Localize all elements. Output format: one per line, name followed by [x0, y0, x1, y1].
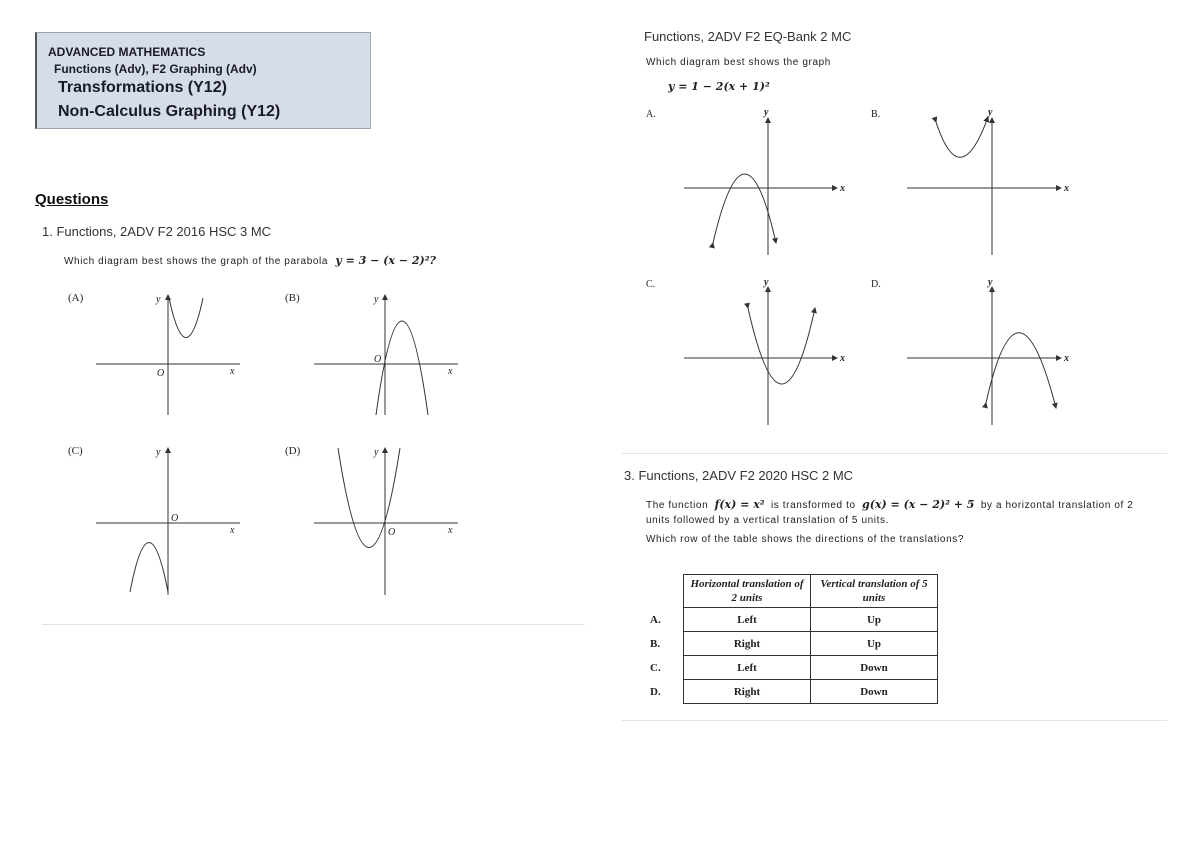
q1-diagram-b: [314, 295, 458, 415]
q3-cell-vertical: Down: [811, 656, 938, 680]
q1-d-origin: O: [388, 527, 396, 538]
topic-line-2: Non-Calculus Graphing (Y12): [58, 103, 281, 120]
q2-diagrams: [640, 100, 1080, 430]
q3-number: 3.: [624, 468, 635, 483]
q3-divider: [622, 720, 1167, 721]
q1-title: Functions, 2ADV F2 2016 HSC 3 MC: [56, 224, 272, 239]
q1-option-a: (A): [68, 292, 84, 304]
q1-diagrams: [40, 285, 600, 605]
q3-cell-vertical: Down: [811, 680, 938, 704]
q3-row-label: D.: [650, 685, 661, 698]
q2-equation-wrap: [668, 80, 770, 93]
topic-line-1: Transformations (Y12): [58, 79, 227, 96]
q2-diagram-d: [907, 287, 1061, 425]
q1-b-origin: O: [374, 354, 382, 365]
q3-text-d: units followed by a vertical translation of 5 units.: [646, 515, 889, 526]
q1-c-ylabel: y: [156, 447, 161, 458]
questions-heading: Questions: [35, 191, 109, 208]
q3-heading: [624, 468, 853, 483]
q1-d-xlabel: x: [448, 525, 453, 536]
q1-c-xlabel: x: [230, 525, 235, 536]
q1-c-origin: O: [171, 513, 179, 524]
q2-a-ylabel: y: [764, 107, 769, 118]
q3-row-label: C.: [650, 661, 661, 674]
q3-table-corner: [646, 575, 684, 608]
q3-text-c: by a horizontal translation of 2: [980, 500, 1134, 511]
q3-table-header-row: [646, 575, 938, 608]
q3-f-equation: f(x) = x²: [714, 498, 765, 511]
q1-b-ylabel: y: [374, 294, 379, 305]
q2-text: Which diagram best shows the graph: [646, 57, 831, 68]
q1-text: Which diagram best shows the graph of the parabola: [64, 256, 329, 267]
q2-d-ylabel: y: [988, 277, 993, 288]
q1-diagram-a: [96, 295, 240, 415]
q1-heading: [42, 224, 271, 239]
q3-col-horizontal: Horizontal translation of 2 units: [684, 575, 811, 608]
q3-cell-horizontal: Right: [684, 680, 811, 704]
q2-diagram-a: [684, 118, 837, 255]
q3-text-a: The function: [646, 500, 709, 511]
q3-title: Functions, 2ADV F2 2020 HSC 2 MC: [638, 468, 854, 483]
q1-prompt: [64, 254, 436, 267]
q3-table: [646, 574, 938, 704]
q2-diagram-b: [907, 117, 1061, 255]
q3-cell-horizontal: Right: [684, 632, 811, 656]
q2-option-a: A.: [646, 109, 656, 120]
q2-option-d: D.: [871, 279, 881, 290]
topics-subtitle: Functions (Adv), F2 Graphing (Adv): [54, 62, 257, 76]
q3-cell-vertical: Up: [811, 632, 938, 656]
q3-prompt: [646, 497, 1166, 528]
q2-diagram-c: [684, 287, 837, 425]
q2-b-ylabel: y: [988, 107, 993, 118]
q3-row-label: B.: [650, 637, 661, 650]
q1-a-xlabel: x: [230, 366, 235, 377]
q2-d-xlabel: x: [1064, 353, 1069, 364]
q2-option-b: B.: [871, 109, 881, 120]
q3-text-b: is transformed to: [770, 500, 856, 511]
q3-cell-horizontal: Left: [684, 656, 811, 680]
q1-option-c: (C): [68, 445, 83, 457]
q1-divider: [42, 624, 585, 625]
q3-cell-horizontal: Left: [684, 608, 811, 632]
subject-title: ADVANCED MATHEMATICS: [48, 45, 206, 59]
q1-option-b: (B): [285, 292, 300, 304]
table-row: [646, 656, 938, 680]
q1-diagram-d: [314, 448, 458, 595]
q3-row-label: A.: [650, 613, 661, 626]
q1-a-origin: O: [157, 368, 165, 379]
q3-question: Which row of the table shows the directions of the translations?: [646, 534, 964, 545]
table-row: [646, 632, 938, 656]
q2-divider: [622, 453, 1167, 454]
q2-c-xlabel: x: [840, 353, 845, 364]
q1-b-xlabel: x: [448, 366, 453, 377]
q3-col-vertical: Vertical translation of 5 units: [811, 575, 938, 608]
q3-g-equation: g(x) = (x − 2)² + 5: [862, 498, 975, 511]
q1-diagram-c: [96, 448, 240, 595]
q1-option-d: (D): [285, 445, 301, 457]
table-row: [646, 608, 938, 632]
q3-cell-vertical: Up: [811, 608, 938, 632]
q1-a-ylabel: y: [156, 294, 161, 305]
q2-option-c: C.: [646, 279, 656, 290]
q1-d-ylabel: y: [374, 447, 379, 458]
q2-equation: y = 1 − 2(x + 1)²: [668, 80, 770, 93]
q1-equation: y = 3 − (x − 2)²?: [335, 254, 436, 267]
q2-b-xlabel: x: [1064, 183, 1069, 194]
q2-c-ylabel: y: [764, 277, 769, 288]
q2-a-xlabel: x: [840, 183, 845, 194]
table-row: [646, 680, 938, 704]
q1-number: 1.: [42, 224, 53, 239]
q2-title: Functions, 2ADV F2 EQ-Bank 2 MC: [644, 29, 852, 44]
